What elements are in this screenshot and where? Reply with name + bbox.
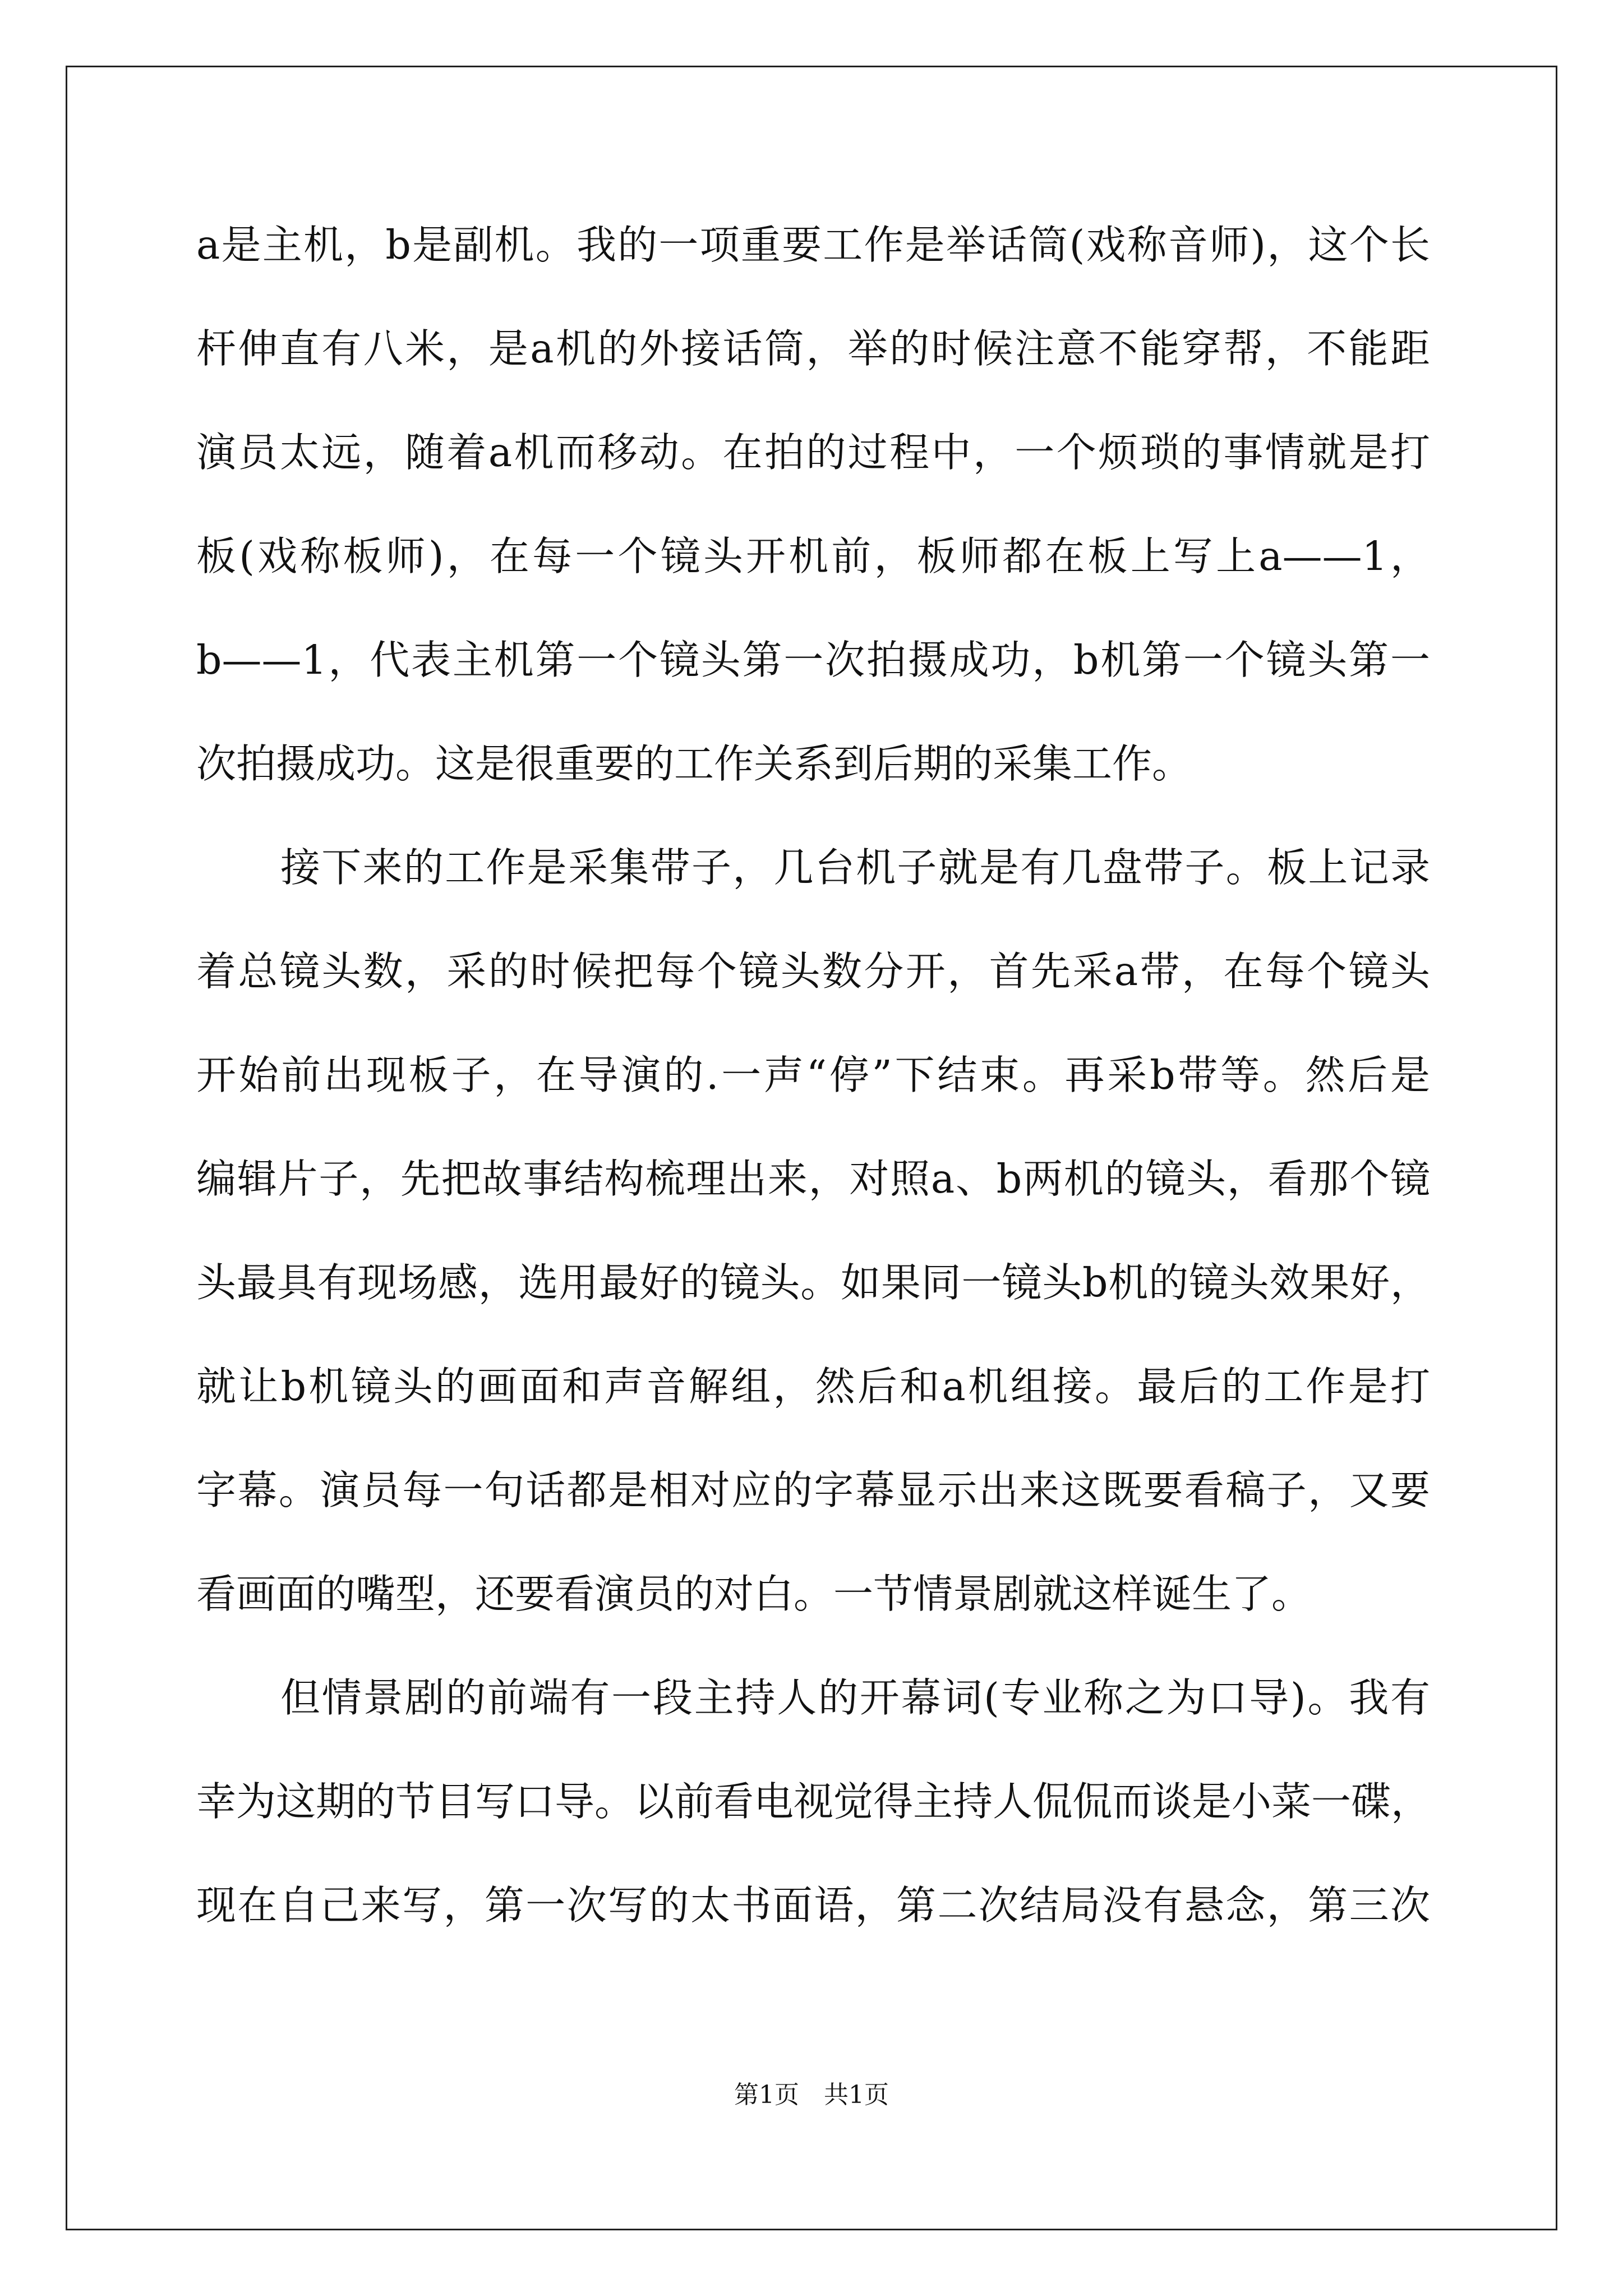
- paragraph-2-line-2: 着总镜头数，采的时候把每个镜头数分开，首先采a带，在每个镜头: [196, 948, 1430, 995]
- paragraph-2-line-4: 编辑片子，先把故事结构梳理出来，对照a、b两机的镜头，看那个镜: [196, 1156, 1430, 1202]
- page-indicator: 第1页 共1页: [734, 2081, 889, 2109]
- paragraph-3-line-3: 现在自己来写，第一次写的太书面语，第二次结局没有悬念，第三次: [196, 1882, 1430, 1929]
- paragraph-2-line-5: 头最具有现场感，选用最好的镜头。如果同一镜头b机的镜头效果好，: [196, 1259, 1430, 1306]
- paragraph-2-line-1: 接下来的工作是采集带子，几台机子就是有几盘带子。板上记录: [280, 844, 1430, 891]
- paragraph-2-line-3: 开始前出现板子，在导演的.一声“停”下结束。再采b带等。然后是: [196, 1052, 1430, 1098]
- paragraph-1-line-4: 板(戏称板师)，在每一个镜头开机前，板师都在板上写上a——1，: [196, 533, 1430, 579]
- document-body: [196, 209, 1430, 1973]
- paragraph-2-line-6: 就让b机镜头的画面和声音解组，然后和a机组接。最后的工作是打: [196, 1363, 1430, 1410]
- paragraph-1-line-1: a是主机，b是副机。我的一项重要工作是举话筒(戏称音师)，这个长: [196, 222, 1430, 268]
- paragraph-3-line-1: 但情景剧的前端有一段主持人的开幕词(专业称之为口导)。我有: [280, 1674, 1430, 1721]
- paragraph-2-line-7: 字幕。演员每一句话都是相对应的字幕显示出来这既要看稿子，又要: [196, 1467, 1430, 1513]
- paragraph-1-line-2: 杆伸直有八米，是a机的外接话筒，举的时候注意不能穿帮，不能距: [196, 325, 1430, 372]
- page-footer: [0, 2078, 1623, 2112]
- paragraph-1-line-5: b——1，代表主机第一个镜头第一次拍摄成功，b机第一个镜头第一: [196, 637, 1430, 683]
- paragraph-2-line-8: 看画面的嘴型，还要看演员的对白。一节情景剧就这样诞生了。: [196, 1571, 1312, 1617]
- paragraph-1-line-6: 次拍摄成功。这是很重要的工作关系到后期的采集工作。: [196, 740, 1192, 787]
- paragraph-3-line-2: 幸为这期的节目写口导。以前看电视觉得主持人侃侃而谈是小菜一碟，: [196, 1778, 1431, 1825]
- paragraph-1-line-3: 演员太远，随着a机而移动。在拍的过程中，一个烦琐的事情就是打: [196, 429, 1430, 476]
